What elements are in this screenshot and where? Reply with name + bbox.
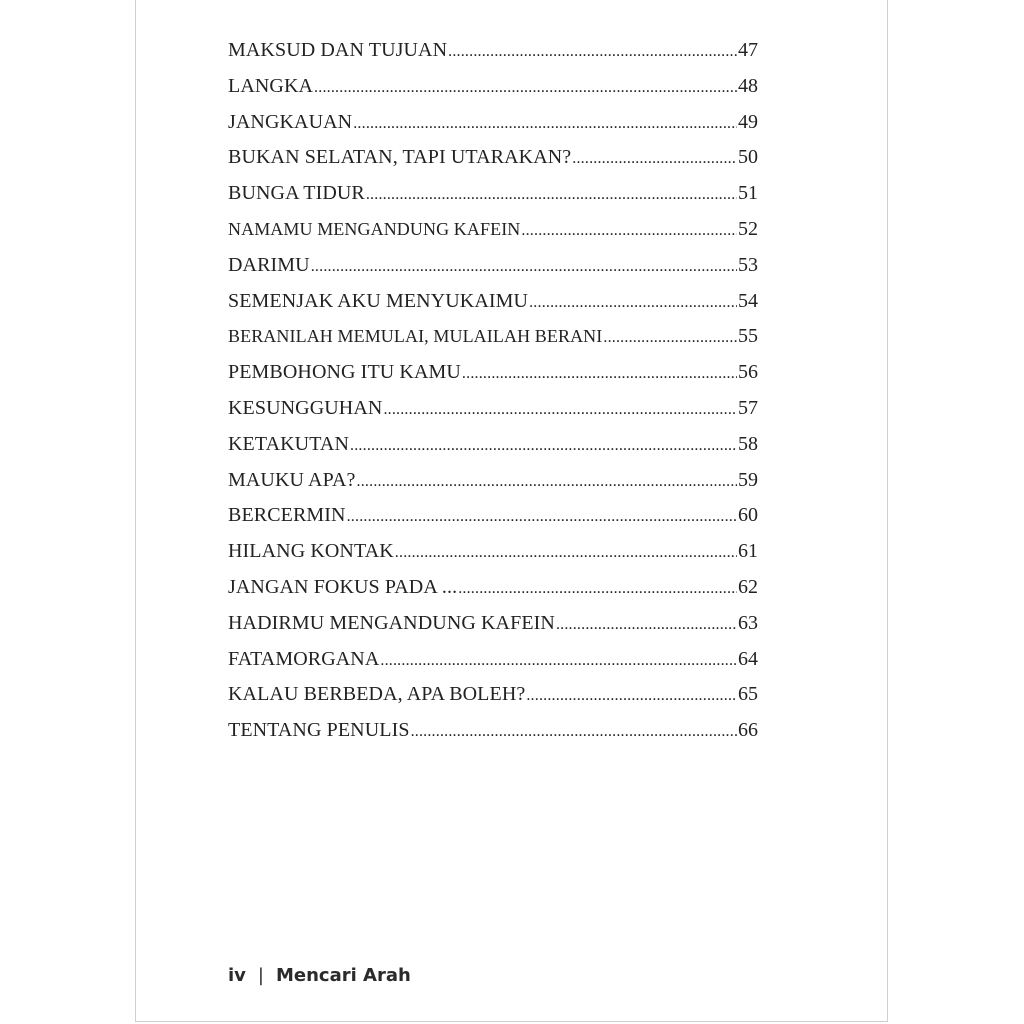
toc-dot-leader: [572, 150, 737, 168]
toc-entry-title: KESUNGGUHAN: [228, 396, 383, 419]
toc-entry: [228, 397, 758, 433]
toc-entry-title: KETAKUTAN: [228, 432, 350, 455]
toc-entry-title: LANGKA: [228, 74, 314, 97]
toc-entry-page: 66: [738, 719, 758, 742]
toc-entry: [228, 469, 758, 505]
toc-dot-leader: [357, 473, 737, 491]
table-of-contents: [228, 39, 758, 755]
toc-entry: [228, 290, 758, 326]
toc-entry-title: MAUKU APA?: [228, 468, 356, 491]
toc-dot-leader: [366, 186, 737, 204]
toc-dot-leader: [521, 222, 737, 240]
page-footer: [228, 965, 411, 986]
toc-entry-title: JANGKAUAN: [228, 110, 353, 133]
toc-entry: [228, 146, 758, 182]
toc-dot-leader: [350, 437, 737, 455]
toc-entry-title: BUNGA TIDUR: [228, 182, 365, 205]
toc-entry: [228, 576, 758, 612]
toc-entry: [228, 433, 758, 469]
toc-entry-page: 61: [738, 540, 758, 563]
toc-entry-title: TENTANG PENULIS: [228, 719, 410, 742]
toc-entry-page: 62: [738, 575, 758, 598]
toc-entry: [228, 254, 758, 290]
toc-dot-leader: [556, 616, 737, 634]
toc-entry: [228, 504, 758, 540]
toc-dot-leader: [526, 687, 737, 705]
toc-dot-leader: [529, 294, 737, 312]
toc-entry-page: 49: [738, 110, 758, 133]
toc-entry-page: 65: [738, 683, 758, 706]
toc-dot-leader: [411, 723, 737, 741]
toc-dot-leader: [380, 652, 737, 670]
footer-book-title: Mencari Arah: [275, 965, 411, 986]
toc-dot-leader: [448, 43, 737, 61]
toc-entry-title: JANGAN FOKUS PADA ...: [228, 575, 458, 598]
toc-dot-leader: [603, 329, 737, 347]
toc-entry-title: BERCERMIN: [228, 504, 346, 527]
toc-entry-title: HADIRMU MENGANDUNG KAFEIN: [228, 611, 555, 634]
toc-entry-title: BUKAN SELATAN, TAPI UTARAKAN?: [228, 146, 572, 169]
toc-entry: [228, 111, 758, 147]
footer-page-number: iv: [228, 965, 246, 986]
toc-entry-title: HILANG KONTAK: [228, 540, 394, 563]
toc-entry-page: 58: [738, 432, 758, 455]
toc-entry: [228, 218, 758, 254]
toc-entry-page: 52: [738, 217, 758, 240]
toc-entry-page: 48: [738, 74, 758, 97]
toc-dot-leader: [311, 258, 737, 276]
toc-entry: [228, 648, 758, 684]
toc-entry: [228, 683, 758, 719]
toc-entry: [228, 719, 758, 755]
toc-dot-leader: [383, 401, 737, 419]
toc-entry: [228, 39, 758, 75]
toc-entry: [228, 361, 758, 397]
toc-entry-title: BERANILAH MEMULAI, MULAILAH BERANI: [228, 326, 603, 347]
toc-entry-page: 47: [738, 39, 758, 61]
toc-entry-page: 51: [738, 182, 758, 205]
toc-entry-title: KALAU BERBEDA, APA BOLEH?: [228, 683, 526, 706]
toc-dot-leader: [314, 79, 737, 97]
toc-entry-title: DARIMU: [228, 253, 310, 276]
toc-entry-page: 63: [738, 611, 758, 634]
toc-dot-leader: [458, 580, 737, 598]
toc-entry-page: 54: [738, 289, 758, 312]
toc-entry-title: NAMAMU MENGANDUNG KAFEIN: [228, 218, 521, 239]
toc-entry-page: 59: [738, 468, 758, 491]
toc-dot-leader: [347, 508, 737, 526]
toc-entry: [228, 612, 758, 648]
toc-entry-page: 60: [738, 504, 758, 527]
book-page: [135, 0, 888, 1022]
toc-entry-page: 64: [738, 647, 758, 670]
toc-entry-title: PEMBOHONG ITU KAMU: [228, 361, 461, 384]
toc-entry-page: 57: [738, 396, 758, 419]
toc-entry: [228, 182, 758, 218]
toc-entry: [228, 540, 758, 576]
toc-entry-page: 53: [738, 253, 758, 276]
toc-entry: [228, 75, 758, 111]
toc-dot-leader: [353, 115, 737, 133]
toc-entry-title: FATAMORGANA: [228, 647, 380, 670]
toc-entry-page: 56: [738, 361, 758, 384]
toc-entry-page: 50: [738, 146, 758, 169]
toc-entry-title: SEMENJAK AKU MENYUKAIMU: [228, 289, 529, 312]
footer-separator: |: [257, 965, 264, 986]
toc-entry-page: 55: [738, 325, 758, 348]
toc-entry: [228, 325, 758, 361]
toc-dot-leader: [462, 365, 737, 383]
toc-entry-title: MAKSUD DAN TUJUAN: [228, 39, 448, 61]
toc-dot-leader: [395, 544, 737, 562]
